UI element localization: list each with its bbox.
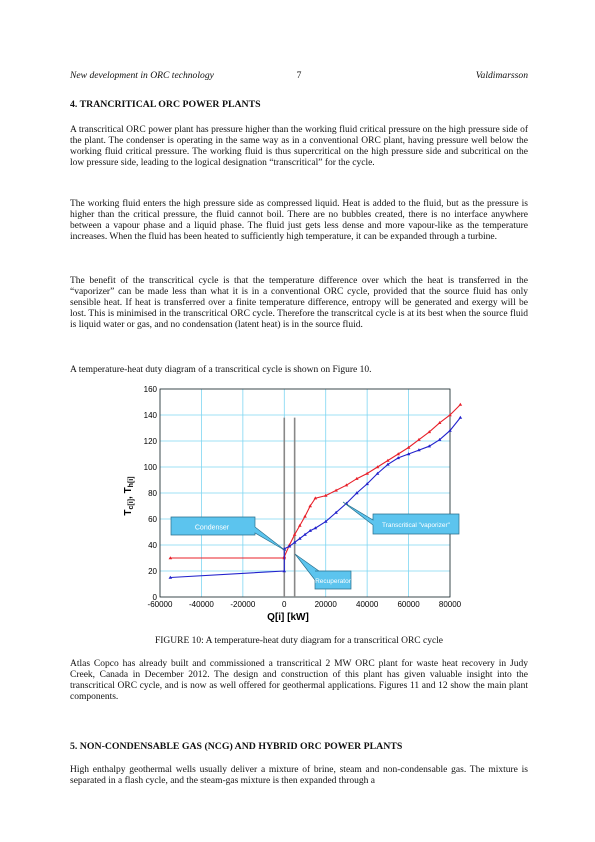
- section-5-paragraph-1: High enthalpy geothermal wells usually deliver a mixture of brine, steam and non-condensable gas. The mixture is separated in a flash cycle, and the steam-gas mixture is then expanded through a: [70, 765, 528, 787]
- x-tick-label: 80000: [438, 600, 462, 609]
- vaporizer-callout: [343, 502, 459, 534]
- header-title: New development in ORC technology: [70, 70, 214, 81]
- x-tick-label: 60000: [397, 600, 420, 609]
- chart-series: [169, 403, 463, 579]
- x-tick-label: 40000: [356, 600, 379, 609]
- section-4-paragraph-2: The working fluid enters the high pressure side as compressed liquid. Heat is added to the fluid, but as the pressure is higher than the critical pressure, the fluid cannot boil. There are no bubbles created, there is no interface anywhere between a vapour phase and a liquid phase. The fluid just gets less dense and more vapour-like as the temperature increases. When the fluid has been heated to sufficiently high temperature, it can be expanded through a turbine.: [70, 199, 528, 243]
- section-4-paragraph-1: A transcritical ORC power plant has pressure higher than the working fluid critical pressure on the high pressure side of the plant. The condenser is operating in the same way as in a conventional ORC plant, having pressure well below the working fluid critical pressure. The working fluid is thus supercritical on the high pressure side and subcritical on the low pressure side, leading to the logical designation “transcritical” for the cycle.: [70, 125, 528, 169]
- cold-series-point: [459, 416, 463, 419]
- temperature-heat-duty-chart: [105, 384, 480, 626]
- section-4-paragraph-3: The benefit of the transcritical cycle is that the temperature difference over which the heat is transferred in the “vaporizer” can be made less than what it is in a conventional ORC cycle, provided that the source fluid has only sensible heat. If heat is transferred over a finite temperature difference, entropy will be generated and exergy will be lost. This is minimised in the transcritical ORC cycle. Therefore the transcritcal cycle is at its best when the source fluid is liquid water or gas, and no condensation (latent heat) is in the source fluid.: [70, 276, 528, 331]
- section-4-title: 4. TRANCRITICAL ORC POWER PLANTS: [70, 99, 261, 110]
- y-tick-label: 120: [143, 437, 157, 446]
- header-author: Valdimarsson: [475, 70, 528, 81]
- figure-10-caption: FIGURE 10: A temperature-heat duty diagram for a transcritical ORC cycle: [154, 636, 444, 646]
- y-axis-label: $T_{c[i]}$, $T_{h[i]}$: [123, 476, 135, 516]
- condenser-label: Condenser: [194, 524, 230, 532]
- y-tick-label: 0: [152, 593, 157, 602]
- section-4-paragraph-4: A temperature-heat duty diagram of a transcritical cycle is shown on Figure 10.: [70, 365, 372, 375]
- running-header: [70, 70, 528, 84]
- section-5-title: 5. NON-CONDENSABLE GAS (NCG) AND HYBRID ORC POWER PLANTS: [70, 741, 403, 752]
- x-tick-label: -40000: [188, 600, 214, 609]
- vertical-markers: [284, 418, 294, 597]
- y-tick-labels: [144, 385, 158, 602]
- after-figure-paragraph: Atlas Copco has already built and commissioned a transcritical 2 MW ORC plant for waste heat recovery in Judy Creek, Canada in December 2012. The design and construction of this plant has given valuable insight into the transcritical ORC cycle, and is now as well offered for geothermal applications. Figures 11 and 12 show the main plant components.: [70, 659, 528, 703]
- recuperator-label: Recuperator: [315, 578, 351, 585]
- page-number: 7: [296, 70, 302, 81]
- y-tick-label: 20: [148, 567, 157, 576]
- y-tick-label: 40: [148, 541, 157, 550]
- y-tick-label: 140: [143, 411, 157, 420]
- y-tick-label: 80: [148, 489, 157, 498]
- y-tick-label: 160: [143, 385, 157, 394]
- x-axis-label: Q[i] [kW]: [267, 612, 309, 623]
- recuperator-callout: [295, 554, 352, 589]
- condenser-callout: [171, 517, 286, 551]
- hot-series-point: [459, 403, 463, 406]
- x-tick-label: 20000: [314, 600, 337, 609]
- y-tick-label: 60: [148, 515, 157, 524]
- x-tick-label: 0: [282, 600, 287, 609]
- x-tick-label: -60000: [147, 600, 173, 609]
- x-tick-label: -20000: [230, 600, 256, 609]
- vaporizer-label: Transcritical "vaporizer": [382, 522, 450, 529]
- y-tick-label: 100: [143, 463, 157, 472]
- x-tick-labels: [148, 600, 462, 609]
